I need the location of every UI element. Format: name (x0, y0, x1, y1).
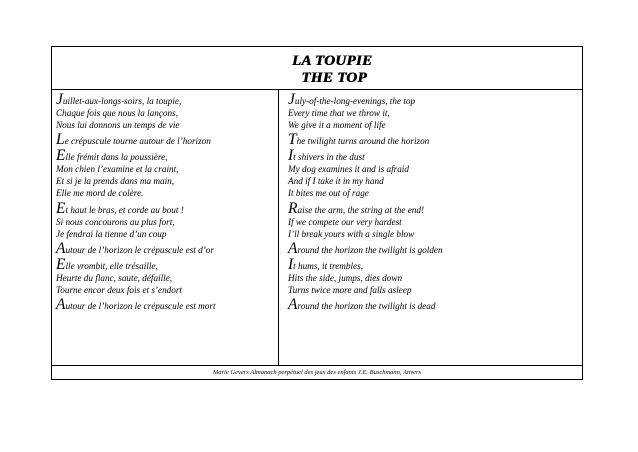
french-stanza (56, 255, 280, 296)
english-stanza (288, 199, 580, 240)
drop-cap: T (288, 131, 297, 149)
poem-line (288, 216, 580, 228)
english-stanza (288, 239, 580, 257)
poem-line (288, 255, 580, 273)
poem-columns (52, 90, 582, 365)
poem-line (288, 163, 580, 175)
poem-line (56, 147, 280, 165)
poem-line-text: utour de l’horizon le crépuscule est d’or (65, 244, 214, 255)
poem-line-text: round the horizon the twilight is golden (297, 244, 443, 255)
poem-line-text: It bites me out of rage (288, 188, 369, 199)
drop-cap: I (288, 147, 294, 165)
poem-line-text: Turns twice more and falls asleep (288, 284, 412, 295)
poem-line-text: t haut le bras, et corde au bout ! (65, 204, 184, 215)
drop-cap: E (56, 255, 66, 273)
poem-line (56, 216, 280, 228)
poem-line-text: Je fendrai la tienne d’un coup (56, 228, 167, 239)
poem-line-text: Elle me mord de colère. (56, 188, 144, 199)
drop-cap: J (288, 91, 295, 108)
drop-cap: E (56, 147, 66, 165)
poem-line (56, 284, 280, 296)
french-column (56, 91, 280, 315)
poem-line-text: Every time that we throw it, (288, 108, 390, 118)
poem-line (288, 272, 580, 284)
poem-line-text: We give it a moment of life (288, 120, 386, 130)
drop-cap: A (56, 239, 66, 257)
french-stanza (56, 147, 280, 199)
poem-line (56, 107, 280, 119)
poem-line (288, 284, 580, 296)
poem-line-text: he twilight turns around the horizon (296, 136, 430, 147)
poem-line-text: t hums, it trembles, (293, 260, 364, 271)
drop-cap: A (288, 296, 298, 314)
poem-line-text: t shivers in the dust (293, 152, 365, 163)
poem-line-text: Tourne encor deux fois et s’endort (56, 284, 182, 295)
poem-line (288, 187, 580, 199)
column-divider (278, 90, 279, 365)
french-stanza (56, 131, 280, 149)
english-stanza (288, 91, 580, 131)
poem-line (56, 91, 280, 108)
english-stanza (288, 255, 580, 296)
poem-line (288, 91, 580, 108)
poem-line (56, 272, 280, 284)
drop-cap: L (56, 131, 65, 149)
title-french: LA TOUPIE (291, 53, 373, 69)
poem-line-text: aise the arm, the string at the end! (297, 204, 425, 215)
english-stanza (288, 131, 580, 149)
poem-line-text: Heurte du flanc, saute, défaille, (56, 272, 173, 283)
poem-line (56, 296, 280, 314)
poem-line-text: lle frémit dans la poussière, (65, 152, 168, 163)
poem-line (56, 199, 280, 217)
french-stanza (56, 296, 280, 314)
poem-line (56, 255, 280, 273)
poem-line (288, 296, 580, 314)
poem-line-text: utour de l’horizon le crépuscule est mort (65, 301, 216, 312)
english-stanza (288, 296, 580, 314)
poem-line (288, 119, 580, 131)
poem-line (288, 239, 580, 257)
poem-line-text: Nous lui donnons un temps de vie (56, 120, 180, 130)
poem-line-text: uillet-aux-longs-soirs, la toupie, (62, 96, 182, 106)
poem-line (288, 131, 580, 149)
poem-line-text: My dog examines it and is afraid (288, 164, 409, 175)
drop-cap: R (288, 199, 298, 217)
poem-line (56, 239, 280, 257)
poem-line-text: e crépuscule tourne autour de l’horizon (64, 136, 211, 147)
poem-line (288, 228, 580, 240)
english-stanza (288, 147, 580, 199)
poem-line-text: Si nous concourons au plus fort, (56, 216, 175, 227)
poem-line (56, 119, 280, 131)
french-stanza (56, 91, 280, 131)
poem-line (288, 199, 580, 217)
poem-line (288, 147, 580, 165)
poem-line-text: Et si je la prends dans ma main, (56, 176, 175, 187)
poem-line (56, 175, 280, 187)
english-column (288, 91, 580, 315)
poem-line-text: round the horizon the twilight is dead (297, 301, 436, 312)
poem-line (56, 228, 280, 240)
poem-line-text: And if I take it in my hand (288, 176, 384, 187)
poem-line (288, 175, 580, 187)
title-row (52, 47, 582, 90)
poem-line (56, 163, 280, 175)
poem-line-text: Hits the side, jumps, dies down (288, 272, 403, 283)
poem-line (56, 131, 280, 149)
poem-line-text: lle vrombit, elle trésaille, (65, 260, 158, 271)
drop-cap: I (288, 255, 294, 273)
poem-line-text: Mon chien l’examine et la craint, (56, 164, 179, 175)
poem-line-text: Chaque fois que nous la lançons, (56, 108, 178, 118)
drop-cap: A (288, 239, 298, 257)
poem-line (56, 187, 280, 199)
poem-line-text: If we compete our very hardest (288, 216, 402, 227)
drop-cap: J (56, 91, 63, 108)
poem-line-text: uly-of-the-long-evenings, the top (294, 96, 416, 106)
drop-cap: E (56, 199, 66, 217)
french-stanza (56, 239, 280, 257)
title-english: THE TOP (301, 70, 367, 86)
source-credit: Marie Gevers Almanach perpétuel des jeux des enfants J.E. Buschmann, Anvers (52, 365, 582, 381)
poem-line (288, 107, 580, 119)
poem-line-text: I’ll break yours with a single blow (288, 228, 415, 239)
french-stanza (56, 199, 280, 240)
drop-cap: A (56, 296, 66, 314)
poem-table (51, 46, 583, 380)
